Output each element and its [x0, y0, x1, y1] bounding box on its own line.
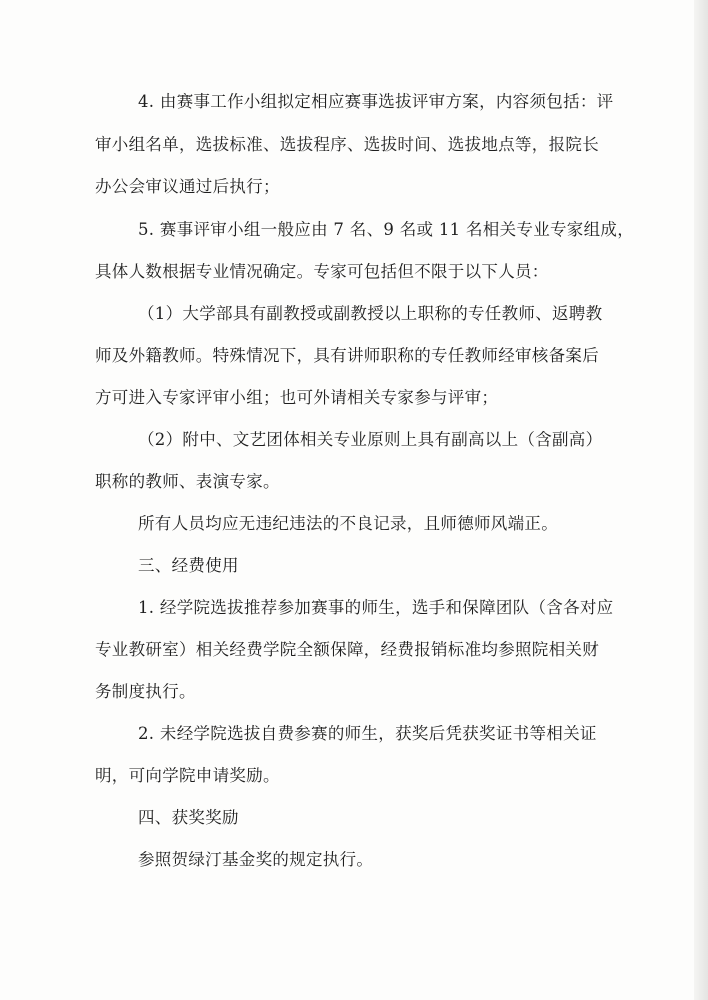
- clause-5-line-1: 5. 赛事评审小组一般应由 7 名、9 名或 11 名相关专业专家组成，: [138, 220, 635, 239]
- funding-1-line-2: 专业教研室）相关经费学院全额保障，经费报销标准均参照院相关财: [95, 640, 599, 659]
- funding-2-line-2: 明，可向学院申请奖励。: [95, 766, 280, 785]
- item-1-line-1: （1）大学部具有副教授或副教授以上职称的专任教师、返聘教: [138, 304, 603, 323]
- funding-1-line-1: 1. 经学院选拔推荐参加赛事的师生，选手和保障团队（含各对应: [138, 598, 614, 617]
- clause-4-line-3: 办公会审议通过后执行；: [95, 177, 280, 196]
- item-2-line-2: 职称的教师、表演专家。: [95, 472, 280, 491]
- conduct-requirement: 所有人员均应无违纪违法的不良记录，且师德师风端正。: [138, 514, 558, 533]
- item-2-line-1: （2）附中、文艺团体相关专业原则上具有副高以上（含副高）: [138, 430, 603, 449]
- funding-2-line-1: 2. 未经学院选拔自费参赛的师生，获奖后凭获奖证书等相关证: [138, 724, 597, 743]
- funding-1-line-3: 务制度执行。: [95, 682, 196, 701]
- clause-4-line-2: 审小组名单，选拔标准、选拔程序、选拔时间、选拔地点等，报院长: [95, 135, 599, 154]
- clause-4-line-1: 4. 由赛事工作小组拟定相应赛事选拔评审方案，内容须包括：评: [138, 92, 614, 111]
- item-1-line-3: 方可进入专家评审小组；也可外请相关专家参与评审；: [95, 388, 499, 407]
- section-heading-awards: 四、获奖奖励: [138, 808, 239, 827]
- scan-edge: [694, 0, 708, 1000]
- awards-text: 参照贺绿汀基金奖的规定执行。: [138, 850, 374, 869]
- clause-5-line-2: 具体人数根据专业情况确定。专家可包括但不限于以下人员：: [95, 262, 549, 281]
- section-heading-funding: 三、经费使用: [138, 556, 239, 575]
- item-1-line-2: 师及外籍教师。特殊情况下，具有讲师职称的专任教师经审核备案后: [95, 346, 599, 365]
